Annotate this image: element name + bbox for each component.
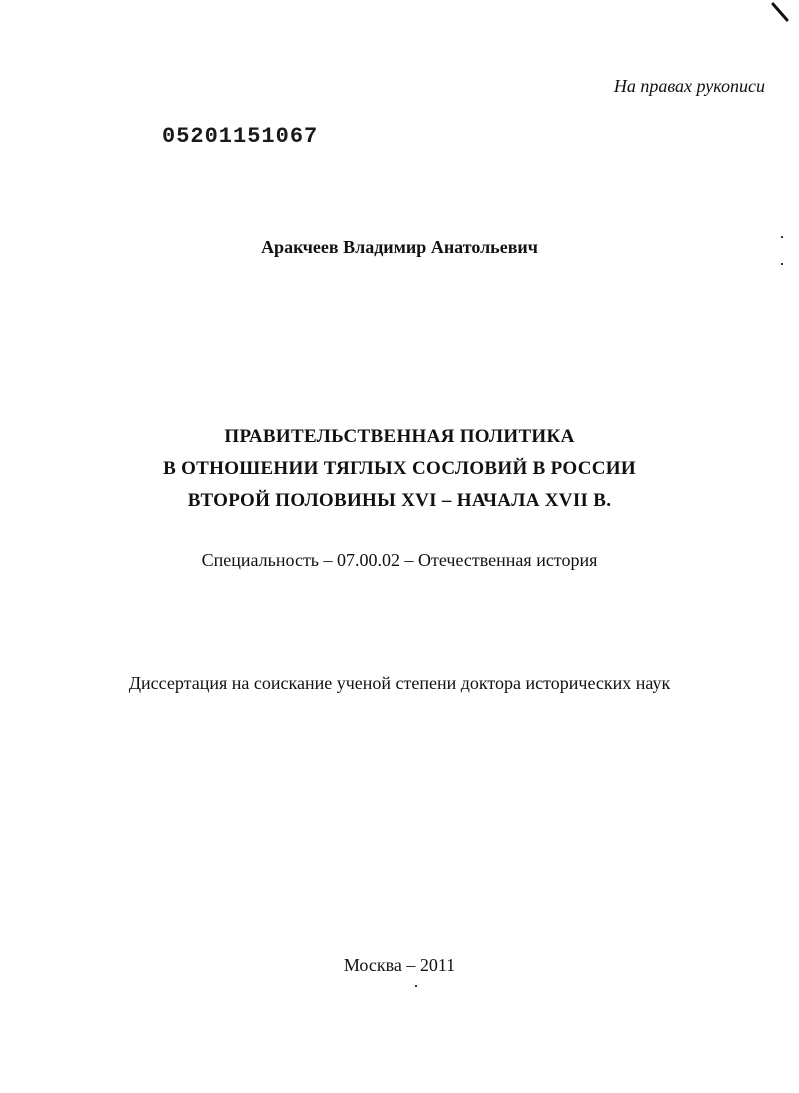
- catalog-number-stamp: 05201151067: [162, 124, 319, 149]
- scan-speck: [781, 263, 783, 265]
- scan-speck: [415, 985, 417, 987]
- degree-statement: Диссертация на соискание ученой степени доктора исторических наук: [128, 673, 671, 693]
- title-line: ВТОРОЙ ПОЛОВИНЫ XVI – НАЧАЛА XVII В.: [187, 490, 612, 511]
- title-line: В ОТНОШЕНИИ ТЯГЛЫХ СОСЛОВИЙ В РОССИИ: [163, 458, 636, 479]
- scan-speck: [781, 236, 783, 238]
- scan-corner-mark: [769, 2, 791, 24]
- specialty-line: Специальность – 07.00.02 – Отечественная история: [201, 550, 598, 570]
- place-and-year: Москва – 2011: [343, 955, 456, 975]
- dissertation-title: [0, 421, 799, 517]
- rights-notice: На правах рукописи: [613, 76, 765, 96]
- title-line: ПРАВИТЕЛЬСТВЕННАЯ ПОЛИТИКА: [224, 426, 575, 447]
- author-name: Аракчеев Владимир Анатольевич: [261, 237, 538, 257]
